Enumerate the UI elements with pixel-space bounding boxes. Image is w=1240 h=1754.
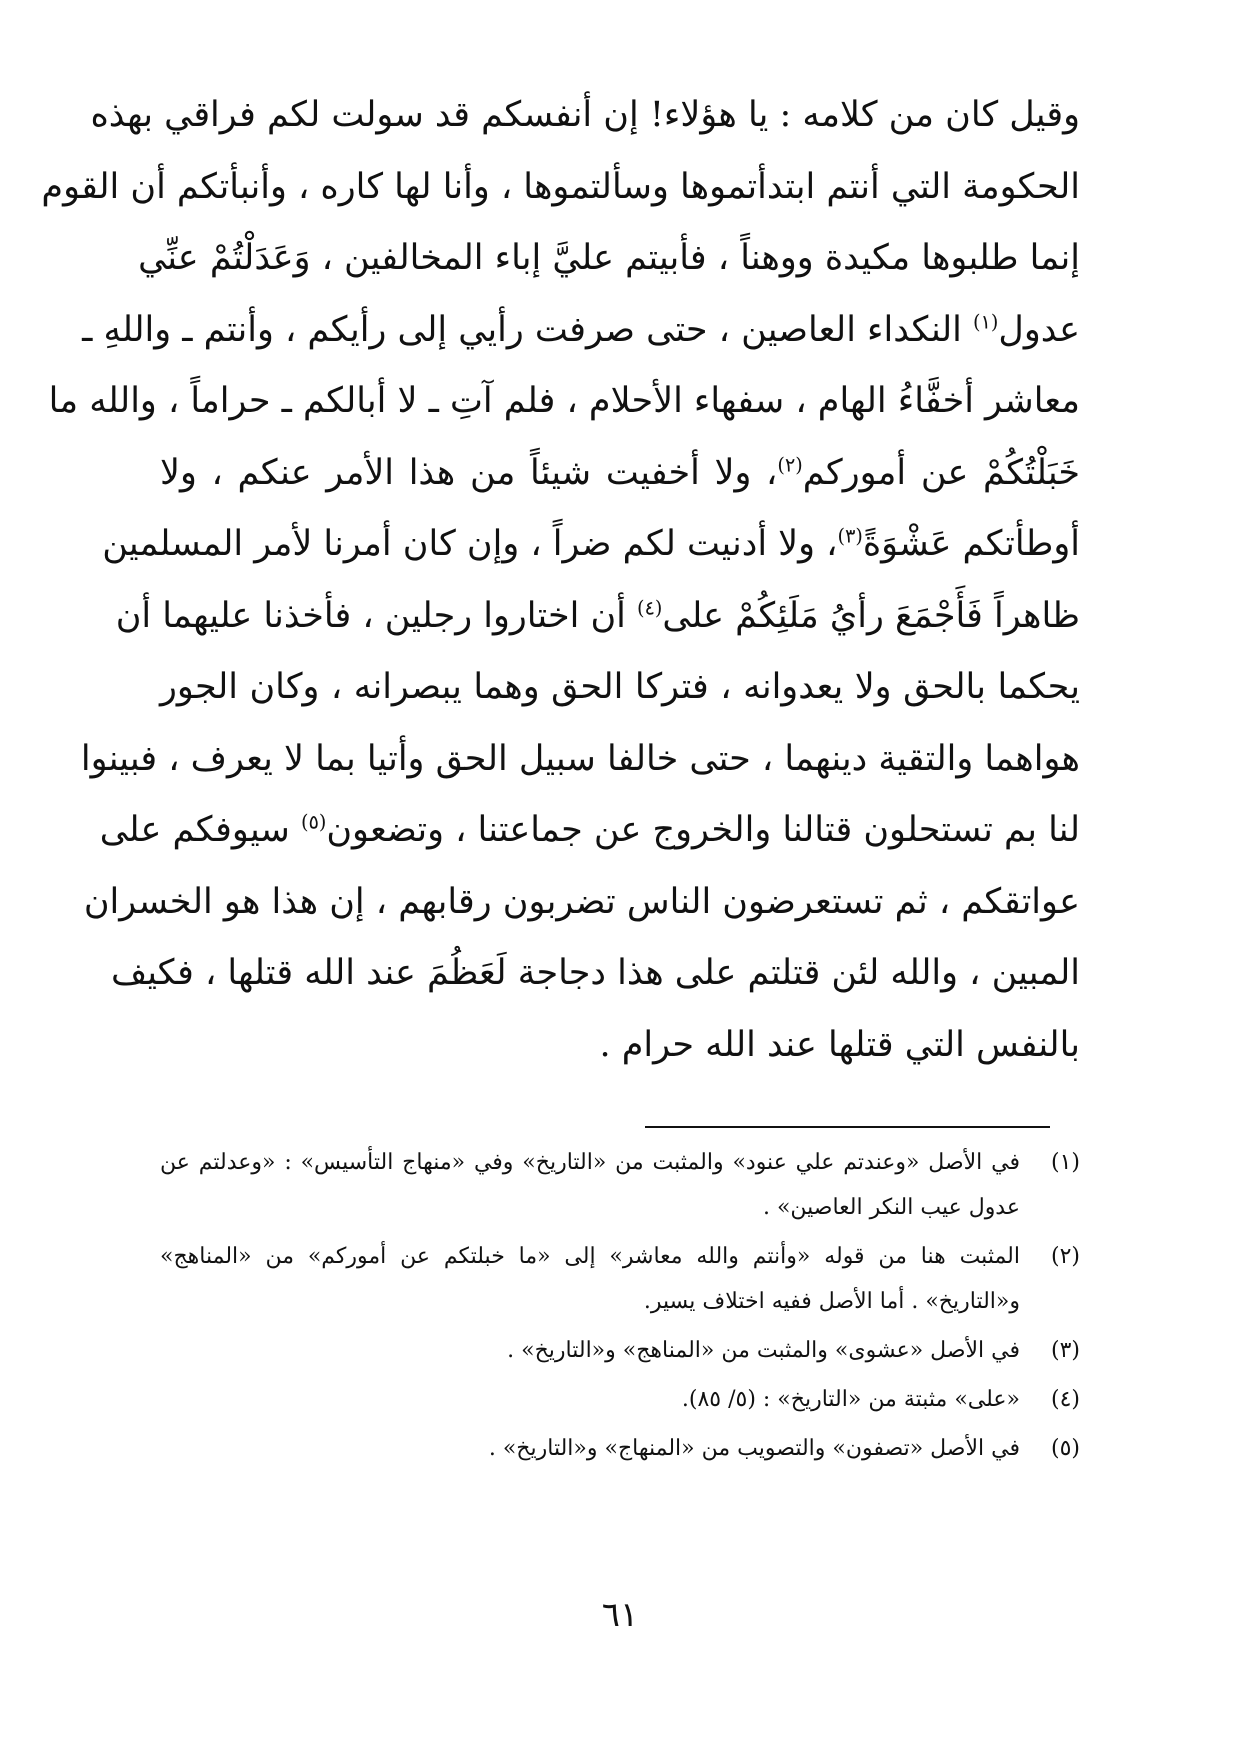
main-text-line: هواهما والتقية دينهما ، حتى خالفا سبيل الحق وأتيا بما لا يعرف ، فبينوا bbox=[80, 738, 1080, 779]
footnote-item bbox=[160, 1234, 1080, 1324]
main-text-line: المبين ، والله لئن قتلتم على هذا دجاجة لَعَظُمَ عند الله قتلها ، فكيف bbox=[111, 953, 1080, 993]
footnote-reference: (٣) bbox=[837, 524, 863, 548]
main-text-line: ظاهراً فَأَجْمَعَ رأيُ مَلَئِكُمْ على$^{(٤)}$ أن اختاروا رجلين ، فأخذنا عليهما أن bbox=[115, 595, 1080, 636]
footnote-number: (٤) bbox=[1050, 1387, 1080, 1412]
main-text-line: خَبَلْتُكُمْ عن أموركم$^{(٢)}$، ولا أخفيت شيئاً من هذا الأمر عنكم ، ولا bbox=[160, 452, 1081, 493]
main-text-line: يحكما بالحق ولا يعدوانه ، فتركا الحق وهما يبصرانه ، وكان الجور bbox=[160, 667, 1080, 707]
main-text-line: معاشر أخفَّاءُ الهام ، سفهاء الأحلام ، فلم آتِ ـ لا أبالكم ـ حراماً ، والله ما bbox=[48, 381, 1080, 421]
main-text-line: بالنفس التي قتلها عند الله حرام . bbox=[599, 1024, 1080, 1065]
footnote-number: (٣) bbox=[1050, 1338, 1080, 1363]
footnote-number: (١) bbox=[1050, 1150, 1080, 1175]
footnote-text: في الأصل «تصفون» والتصويب من «المنهاج» و«التاريخ» . bbox=[488, 1436, 1020, 1461]
footnote-text: في الأصل «عشوى» والمثبت من «المناهج» و«التاريخ» . bbox=[507, 1338, 1020, 1363]
footnote-text: المثبت هنا من قوله «وأنتم والله معاشر» إلى «ما خبلتكم عن أموركم» من «المناهج» و«التاريخ» . أما الأصل ففيه اختلاف يسير. bbox=[160, 1244, 1020, 1314]
main-text-block bbox=[41, 80, 1081, 1081]
footnote-separator bbox=[645, 1126, 1050, 1128]
main-text-line: عدول$^{(١)}$ النكداء العاصين ، حتى صرفت رأيي إلى رأيكم ، وأنتم ـ واللهِ ـ bbox=[82, 309, 1080, 350]
footnote-reference: (١) bbox=[973, 309, 999, 333]
footnote-text: في الأصل «وعندتم علي عنود» والمثبت من «التاريخ» وفي «منهاج التأسيس» : «وعدلتم عن عدول عيب النكر العاصين» . bbox=[160, 1150, 1020, 1220]
footnote-text: «على» مثبتة من «التاريخ» : (٥/ ٨٥). bbox=[681, 1387, 1020, 1412]
footnote-item bbox=[160, 1328, 1080, 1373]
footnote-item bbox=[160, 1426, 1080, 1471]
main-text-line: أوطأتكم عَشْوَةً$^{(٣)}$، ولا أدنيت لكم ضراً ، وإن كان أمرنا لأمر المسلمين bbox=[102, 524, 1080, 564]
footnote-reference: (٥) bbox=[300, 810, 327, 834]
footnote-item bbox=[160, 1140, 1080, 1230]
main-text-line: وقيل كان من كلامه : يا هؤلاء! إن أنفسكم قد سولت لكم فراقي بهذه bbox=[90, 95, 1080, 135]
footnote-item bbox=[160, 1377, 1080, 1422]
main-text-line: عواتقكم ، ثم تستعرضون الناس تضربون رقابهم ، إن هذا هو الخسران bbox=[83, 881, 1080, 922]
footnotes-list bbox=[160, 1140, 1080, 1475]
page-number: ٦١ bbox=[601, 1595, 639, 1635]
footnote-number: (٥) bbox=[1050, 1436, 1080, 1461]
footnote-reference: (٢) bbox=[777, 452, 803, 476]
footnote-reference: (٤) bbox=[637, 595, 663, 619]
main-text-line: الحكومة التي أنتم ابتدأتموها وسألتموها ، وأنا لها كاره ، وأنبأتكم أن القوم bbox=[41, 166, 1080, 207]
footnote-number: (٢) bbox=[1050, 1244, 1080, 1269]
main-text-line: لنا بم تستحلون قتالنا والخروج عن جماعتنا ، وتضعون$^{(٥)}$ سيوفكم على bbox=[99, 810, 1080, 850]
main-text-line: إنما طلبوها مكيدة ووهناً ، فأبيتم عليَّ إباء المخالفين ، وَعَدَلْتُمْ عنِّي bbox=[138, 238, 1080, 278]
